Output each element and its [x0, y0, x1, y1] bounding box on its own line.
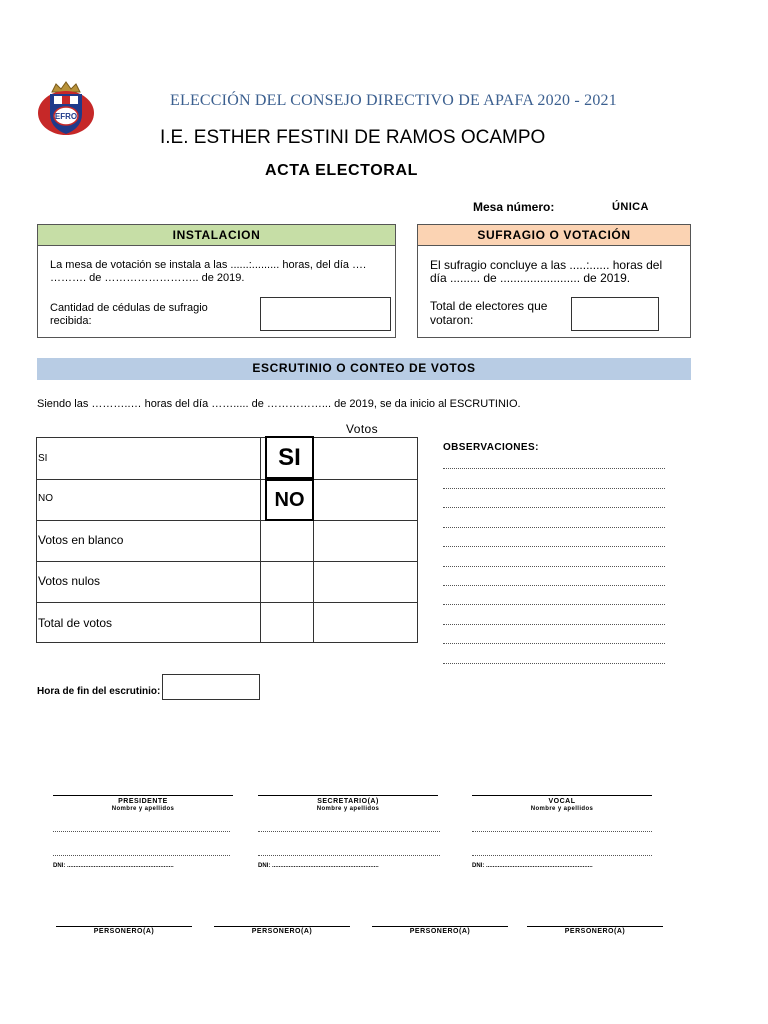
row-label-blank-votes: Votos en blanco — [38, 533, 124, 547]
observation-line[interactable] — [443, 624, 665, 625]
svg-text:EFRO: EFRO — [54, 112, 78, 121]
secretary-role: SECRETARIO(A) — [317, 798, 379, 805]
vocal-name-caption: Nombre y apellidos — [530, 806, 594, 812]
observation-line[interactable] — [443, 468, 665, 469]
row-label-null-votes: Votos nulos — [38, 574, 101, 588]
mesa-label: Mesa número: — [473, 200, 555, 214]
votes-table — [36, 437, 418, 643]
total-votes-cell[interactable] — [314, 603, 417, 642]
personero-signature-line — [527, 926, 663, 927]
personero-role: PERSONERO(A) — [93, 928, 155, 935]
row-label-no: NO — [38, 493, 53, 504]
no-option-box: NO — [265, 479, 314, 521]
signature-line — [53, 795, 233, 796]
null-votes-cell[interactable] — [314, 562, 417, 602]
installation-section — [37, 224, 396, 338]
secretary-dni[interactable]: DNI: ................................................................ — [258, 863, 379, 869]
mesa-value: ÚNICA — [612, 201, 649, 213]
total-voters-field[interactable] — [571, 297, 659, 331]
observation-line[interactable] — [443, 527, 665, 528]
personero-role: PERSONERO(A) — [564, 928, 626, 935]
personero-signature-line — [372, 926, 508, 927]
president-name-caption: Nombre y apellidos — [111, 806, 175, 812]
si-votes-cell[interactable] — [314, 438, 417, 479]
ballots-received-label-2: recibida: — [50, 315, 92, 327]
si-option-box: SI — [265, 436, 314, 479]
observation-line[interactable] — [443, 643, 665, 644]
president-dni[interactable]: DNI: ................................................................ — [53, 863, 174, 869]
escrutinio-title-bar: ESCRUTINIO O CONTEO DE VOTOS — [37, 358, 691, 380]
no-votes-cell[interactable] — [314, 480, 417, 520]
secretary-name-caption: Nombre y apellidos — [316, 806, 380, 812]
sufragio-time-line-1: El sufragio concluye a las .....:...... horas del — [430, 258, 663, 272]
sufragio-title: SUFRAGIO O VOTACIÓN — [418, 225, 690, 246]
end-time-field[interactable] — [162, 674, 260, 700]
president-role: PRESIDENTE — [118, 798, 168, 805]
document-title: ACTA ELECTORAL — [265, 162, 418, 179]
personero-role: PERSONERO(A) — [409, 928, 471, 935]
observation-line[interactable] — [443, 585, 665, 586]
school-crest-logo — [36, 80, 96, 138]
secretary-surname-line[interactable] — [258, 855, 440, 856]
row-label-si: SI — [38, 453, 48, 464]
installation-time-line-1: La mesa de votación se instala a las ......:......... horas, del día …. — [50, 259, 367, 271]
observation-line[interactable] — [443, 507, 665, 508]
total-voters-label: Total de electores que — [430, 299, 548, 313]
signature-line — [472, 795, 652, 796]
total-voters-label-2: votaron: — [430, 313, 474, 327]
observations-title: OBSERVACIONES: — [443, 442, 539, 453]
president-surname-line[interactable] — [53, 855, 230, 856]
installation-title: INSTALACION — [38, 225, 395, 246]
votes-column-header: Votos — [346, 422, 379, 436]
vocal-name-line[interactable] — [472, 831, 652, 832]
ballots-received-label: Cantidad de cédulas de sufragio — [50, 302, 208, 314]
votes-table-divider — [260, 438, 261, 642]
election-title: ELECCIÓN DEL CONSEJO DIRECTIVO DE APAFA 2020 - 2021 — [170, 92, 617, 109]
vocal-dni[interactable]: DNI: ................................................................ — [472, 863, 593, 869]
secretary-name-line[interactable] — [258, 831, 440, 832]
personero-signature-line — [56, 926, 192, 927]
sufragio-time-line-2: día ......... de ........................ de 2019. — [430, 271, 631, 285]
observation-line[interactable] — [443, 546, 665, 547]
vocal-role: VOCAL — [548, 798, 576, 805]
observation-line[interactable] — [443, 604, 665, 605]
escrutinio-start-text: Siendo las ………..… horas del día ……..... de ……………... de 2019, se da inicio al ESCRUTINIO. — [37, 398, 521, 410]
observation-line[interactable] — [443, 663, 665, 664]
personero-signature-line — [214, 926, 350, 927]
observation-line[interactable] — [443, 488, 665, 489]
observation-line[interactable] — [443, 566, 665, 567]
personero-role: PERSONERO(A) — [251, 928, 313, 935]
row-label-total-votes: Total de votos — [38, 616, 113, 630]
sufragio-section — [417, 224, 691, 338]
ballots-received-field[interactable] — [260, 297, 391, 331]
signature-line — [258, 795, 438, 796]
installation-time-line-2: ………. de …………………….. de 2019. — [50, 272, 245, 284]
president-name-line[interactable] — [53, 831, 230, 832]
end-time-label: Hora de fin del escrutinio: — [37, 686, 161, 697]
blank-votes-cell[interactable] — [314, 521, 417, 561]
school-name: I.E. ESTHER FESTINI DE RAMOS OCAMPO — [160, 127, 546, 148]
vocal-surname-line[interactable] — [472, 855, 652, 856]
